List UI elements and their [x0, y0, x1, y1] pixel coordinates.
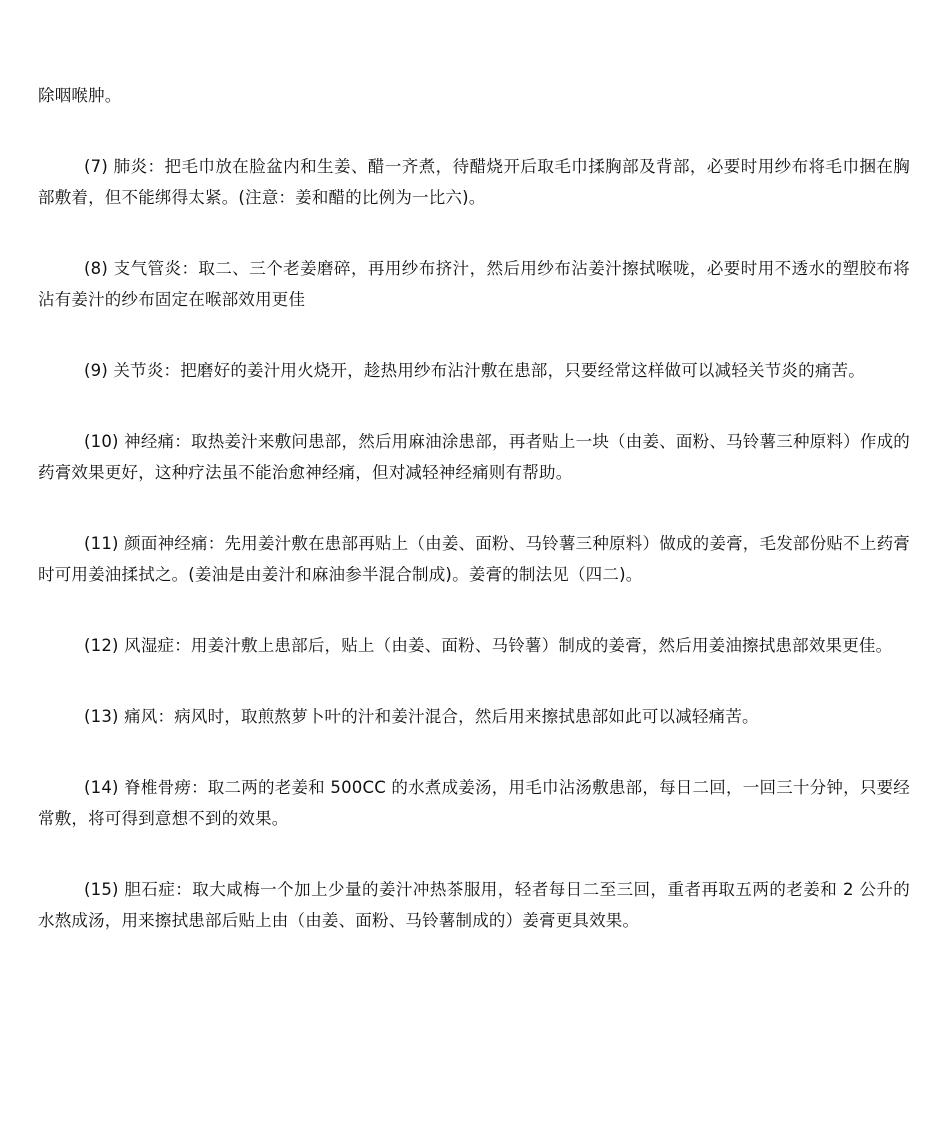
paragraph-item-13: (13) 痛风：病风时，取煎熬萝卜叶的汁和姜汁混合，然后用来擦拭患部如此可以减轻痛苦。	[84, 707, 759, 726]
paragraph-item-11: (11) 颜面神经痛：先用姜汁敷在患部再贴上（由姜、面粉、马铃薯三种原料）做成的姜膏，毛发部份贴不上药膏时可用姜油揉拭之。(姜油是由姜汁和麻油参半混合制成)。姜膏的制法见（四二)。	[38, 534, 910, 584]
document-page	[38, 80, 910, 976]
paragraph-item-8: (8) 支气管炎：取二、三个老姜磨碎，再用纱布挤汁，然后用纱布沾姜汁擦拭喉咙，必要时用不透水的塑胶布将沾有姜汁的纱布固定在喉部效用更佳	[38, 259, 910, 309]
paragraph-item-15: (15) 胆石症：取大咸梅一个加上少量的姜汁冲热茶服用，轻者每日二至三回，重者再取五两的老姜和 2 公升的水熬成汤，用来擦拭患部后贴上由（由姜、面粉、马铃薯制成的）姜膏更具效果。	[38, 880, 910, 930]
paragraph-item-14: (14) 脊椎骨痨：取二两的老姜和 500CC 的水煮成姜汤，用毛巾沾汤敷患部，每日二回，一回三十分钟，只要经常敷，将可得到意想不到的效果。	[38, 778, 910, 828]
paragraph-item-7: (7) 肺炎：把毛巾放在脸盆内和生姜、醋一齐煮，待醋烧开后取毛巾揉胸部及背部，必要时用纱布将毛巾捆在胸部敷着，但不能绑得太紧。(注意：姜和醋的比例为一比六)。	[38, 157, 910, 207]
paragraph-continuation: 除咽喉肿。	[38, 86, 122, 105]
paragraph-item-12: (12) 风湿症：用姜汁敷上患部后，贴上（由姜、面粉、马铃薯）制成的姜膏，然后用姜油擦拭患部效果更佳。	[84, 636, 893, 655]
paragraph-item-10: (10) 神经痛：取热姜汁来敷问患部，然后用麻油涂患部，再者贴上一块（由姜、面粉、马铃薯三种原料）作成的药膏效果更好，这种疗法虽不能治愈神经痛，但对减轻神经痛则有帮助。	[38, 432, 910, 482]
paragraph-item-9: (9) 关节炎：把磨好的姜汁用火烧开，趁热用纱布沾汁敷在患部，只要经常这样做可以减轻关节炎的痛苦。	[84, 361, 865, 380]
